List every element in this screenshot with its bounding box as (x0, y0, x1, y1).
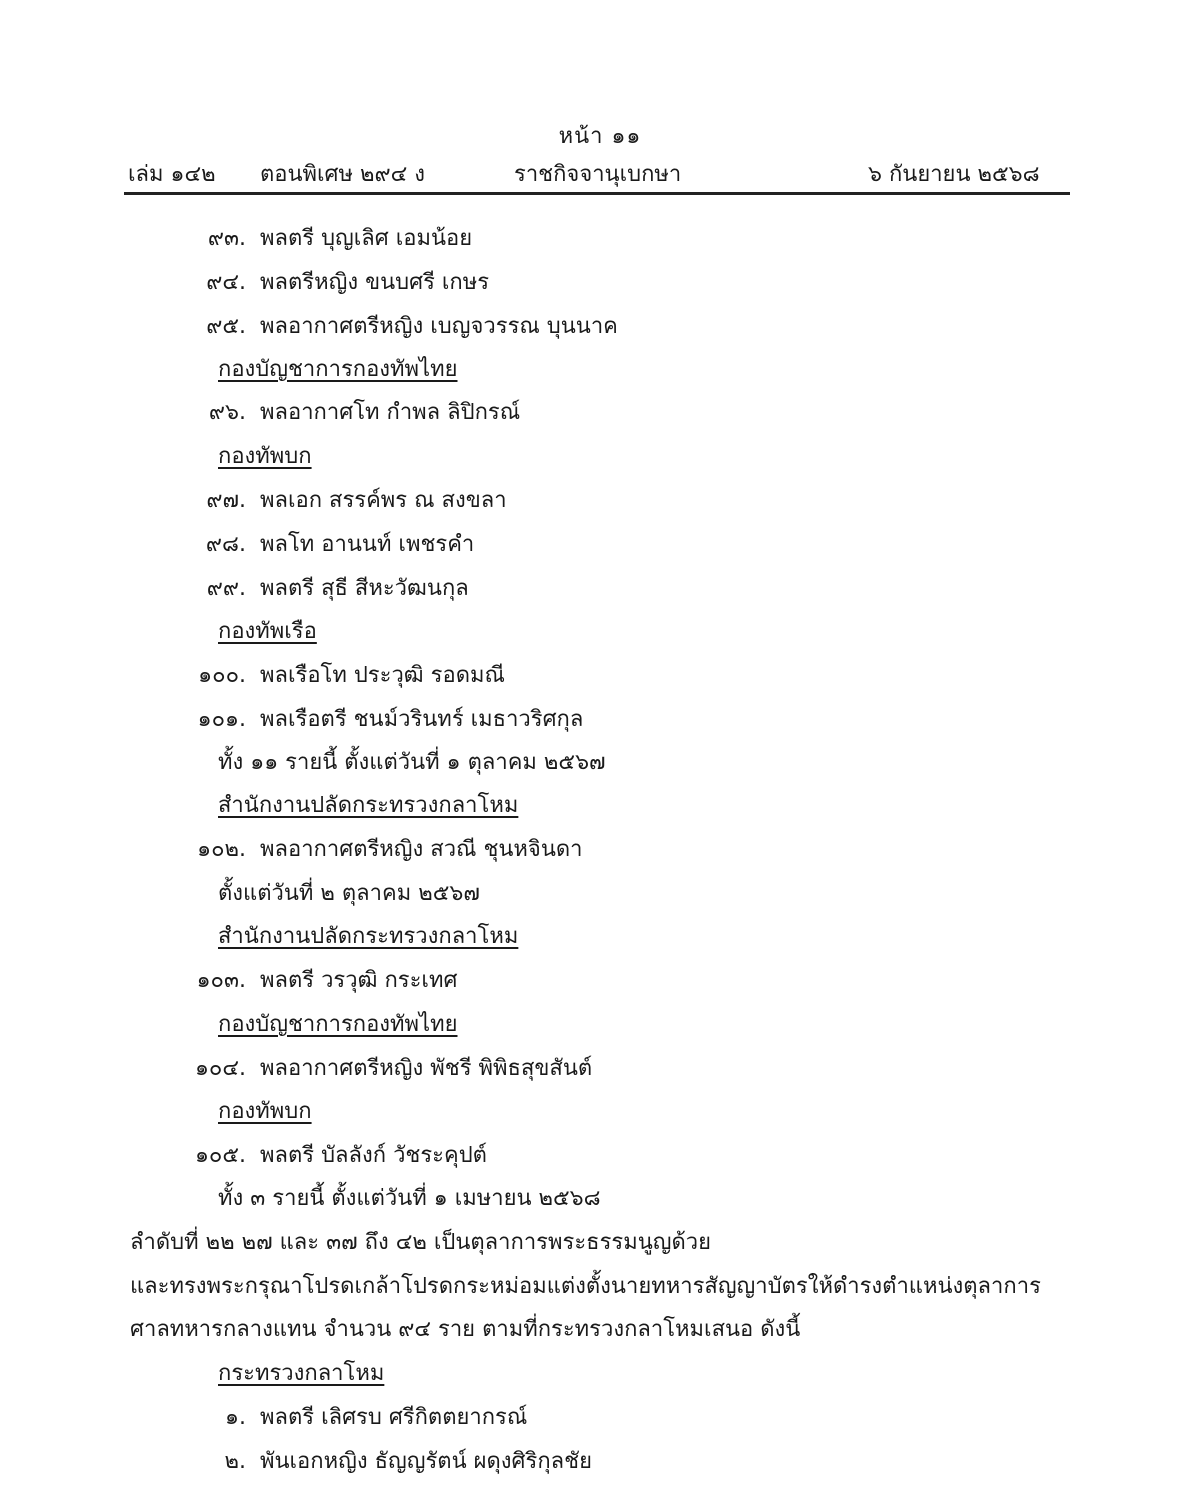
list-item (150, 1141, 487, 1171)
list-item (150, 1447, 592, 1477)
item-number: ๑๐๑. (197, 707, 246, 732)
item-number: ๙๓. (207, 226, 246, 251)
item-number: ๙๙. (206, 576, 246, 601)
paragraph-line: ศาลทหารกลางแทน จำนวน ๙๔ ราย ตามที่กระทรวงกลาโหมเสนอ ดังนี้ (130, 1317, 801, 1342)
item-number: ๙๗. (206, 488, 246, 513)
list-item (150, 1054, 592, 1084)
department-heading: กระทรวงกลาโหม (218, 1361, 385, 1386)
item-name: พลอากาศตรีหญิง พัชรี พิพิธสุขสันต์ (260, 1056, 593, 1081)
department-heading: สำนักงานปลัดกระทรวงกลาโหม (218, 793, 519, 818)
department-heading: กองทัพเรือ (218, 619, 317, 644)
item-name: พลอากาศตรีหญิง สวณี ชุนหจินดา (260, 837, 583, 862)
item-name: พลตรี วรวุฒิ กระเทศ (260, 968, 458, 993)
item-number: ๑๐๓. (196, 968, 246, 993)
item-number: ๑. (225, 1405, 246, 1430)
volume-label: เล่ม ๑๔๒ (128, 162, 216, 187)
item-name: พลอากาศตรีหญิง เบญจวรรณ บุนนาค (260, 314, 618, 339)
item-name: พลอากาศโท กำพล ลิปิกรณ์ (260, 400, 521, 425)
item-name: พลเรือตรี ชนม์วรินทร์ เมธาวริศกุล (260, 707, 584, 732)
publication-date: ๖ กันยายน ๒๕๖๘ (868, 162, 1040, 187)
section-label: ตอนพิเศษ ๒๙๔ ง (260, 162, 426, 187)
department-heading: กองบัญชาการกองทัพไทย (218, 357, 458, 382)
item-number: ๑๐๔. (194, 1056, 246, 1081)
item-name: พลตรี บัลลังก์ วัชระคุปต์ (260, 1143, 487, 1168)
list-item (150, 574, 469, 604)
item-name: พลเอก สรรค์พร ณ สงขลา (260, 488, 507, 513)
item-number: ๒. (224, 1449, 246, 1474)
department-heading: กองทัพบก (218, 1099, 312, 1124)
item-name: พลตรี สุธี สีหะวัฒนกุล (260, 576, 469, 601)
item-name: พันเอกหญิง ธัญญรัตน์ ผดุงศิริกุลชัย (260, 1449, 592, 1474)
item-number: ๙๕. (206, 314, 246, 339)
item-number: ๙๔. (206, 270, 246, 295)
effective-date-note: ทั้ง ๓ รายนี้ ตั้งแต่วันที่ ๑ เมษายน ๒๕๖๘ (218, 1186, 601, 1211)
effective-date-note: ทั้ง ๑๑ รายนี้ ตั้งแต่วันที่ ๑ ตุลาคม ๒๕๖๗ (218, 750, 606, 775)
list-item (150, 966, 457, 996)
publication-title: ราชกิจจานุเบกษา (514, 162, 682, 187)
paragraph-line: ลำดับที่ ๒๒ ๒๗ และ ๓๗ ถึง ๔๒ เป็นตุลาการพระธรรมนูญด้วย (130, 1230, 712, 1255)
list-item (150, 835, 583, 865)
department-heading: กองบัญชาการกองทัพไทย (218, 1012, 458, 1037)
list-item (150, 530, 474, 560)
item-number: ๙๘. (205, 532, 246, 557)
list-item (150, 268, 489, 298)
page-number: หน้า ๑๑ (558, 124, 642, 149)
list-item (150, 705, 583, 735)
effective-date-note: ตั้งแต่วันที่ ๒ ตุลาคม ๒๕๖๗ (218, 881, 480, 906)
item-number: ๑๐๕. (194, 1143, 246, 1168)
gazette-header (128, 156, 1068, 190)
department-heading: สำนักงานปลัดกระทรวงกลาโหม (218, 924, 519, 949)
header-rule (124, 192, 1070, 195)
list-item (150, 1403, 527, 1433)
item-name: พลโท อานนท์ เพชรคำ (260, 532, 475, 557)
item-number: ๙๖. (208, 400, 246, 425)
list-item (150, 398, 520, 428)
item-name: พลเรือโท ประวุฒิ รอดมณี (260, 663, 505, 688)
item-number: ๑๐๐. (198, 663, 246, 688)
item-name: พลตรี เลิศรบ ศรีกิตตยากรณ์ (260, 1405, 528, 1430)
list-item (150, 661, 505, 691)
list-item (150, 486, 507, 516)
item-name: พลตรีหญิง ขนบศรี เกษร (260, 270, 490, 295)
item-name: พลตรี บุญเลิศ เอมน้อย (260, 226, 473, 251)
list-item (150, 312, 618, 342)
paragraph-line: และทรงพระกรุณาโปรดเกล้าโปรดกระหม่อมแต่งตั้งนายทหารสัญญาบัตรให้ดำรงตำแหน่งตุลาการ (130, 1274, 1041, 1299)
department-heading: กองทัพบก (218, 444, 312, 469)
list-item (150, 224, 472, 254)
item-number: ๑๐๒. (197, 837, 246, 862)
